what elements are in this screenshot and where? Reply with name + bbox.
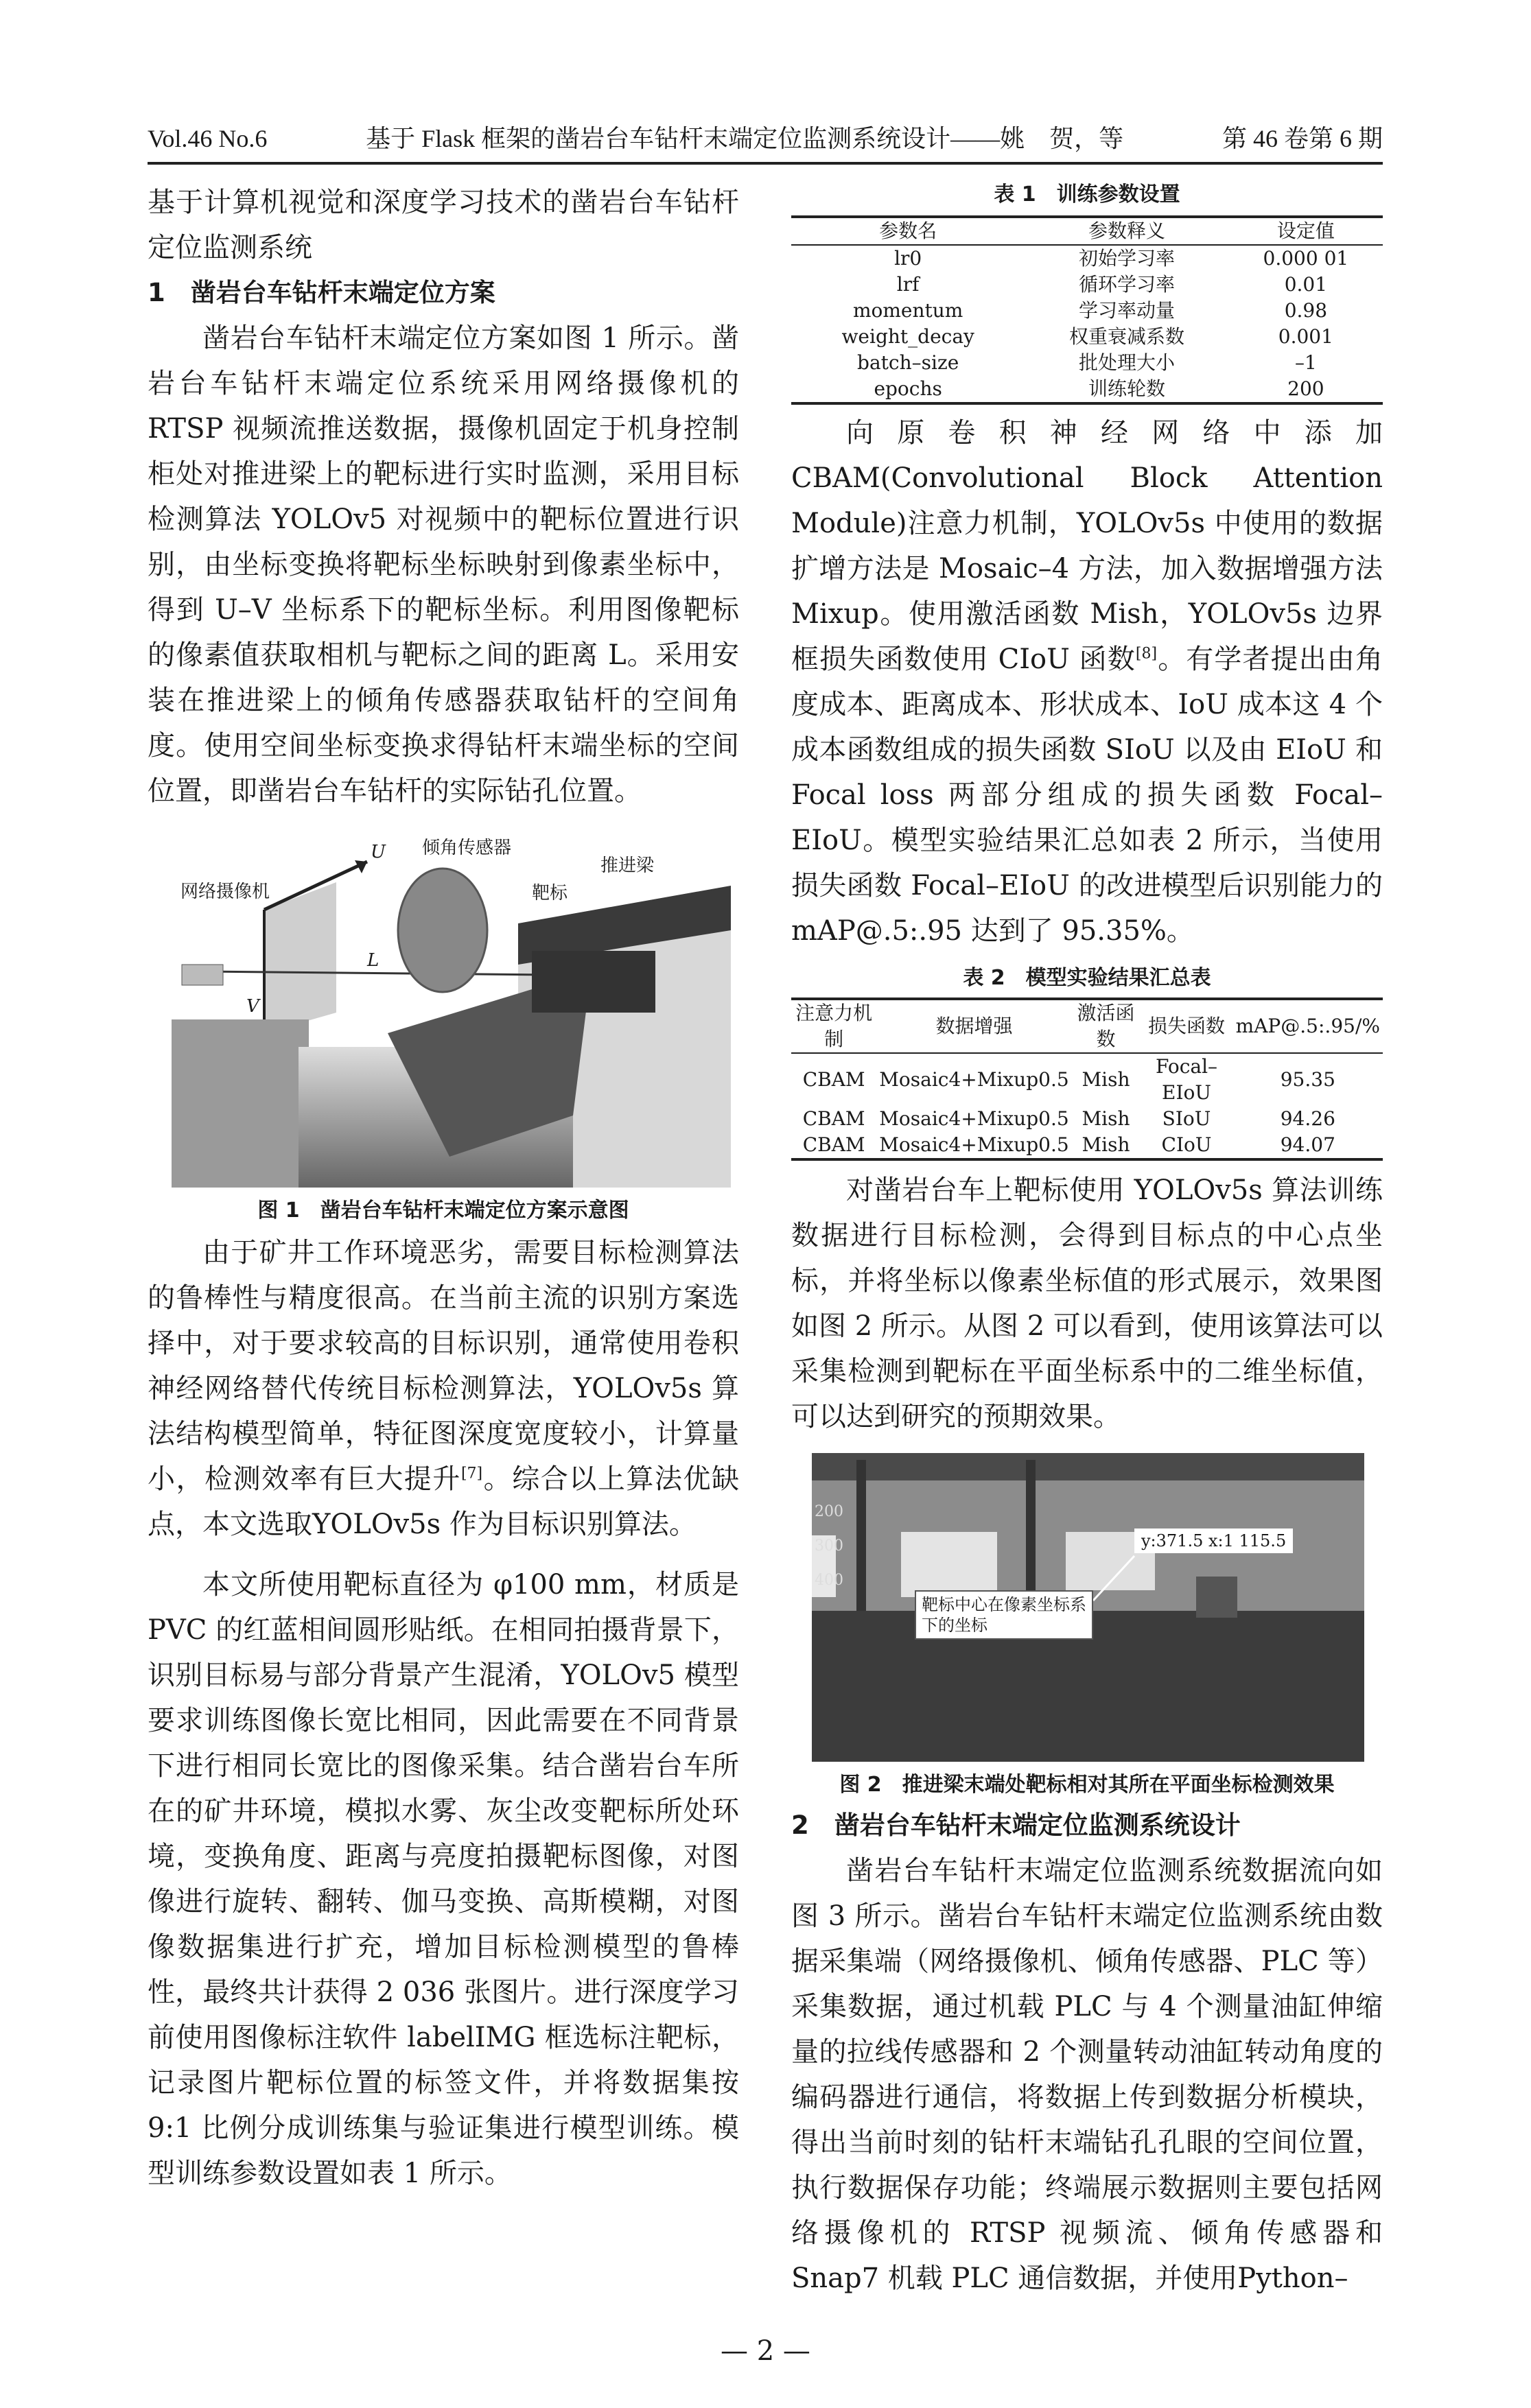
table-cell: Mosaic4+Mixup0.5 [879, 1133, 1069, 1156]
table-header-cell: mAP@.5:.95/% [1235, 1015, 1380, 1037]
table-cell: lrf [896, 273, 920, 296]
table-header-cell: 注意力机制 [795, 1002, 873, 1050]
table-1 [791, 180, 1383, 405]
axis-tick: 400 [815, 1572, 843, 1589]
table-cell: lr0 [894, 247, 922, 270]
table-row [791, 324, 1383, 350]
table-cell: SIoU [1162, 1107, 1211, 1130]
figure-2-caption: 图 2 推进梁末端处靶标相对其所在平面坐标检测效果 [839, 1773, 1335, 1797]
table-cell: 0.01 [1284, 273, 1328, 296]
label-target: 靶标 [532, 883, 568, 904]
table-cell: 0.000 01 [1263, 247, 1349, 270]
figure-1-image [161, 827, 731, 1188]
table-cell: 学习率动量 [1079, 299, 1176, 322]
table-cell: CBAM [802, 1133, 865, 1156]
section-heading-1: 1 凿岩台车钻杆末端定位方案 [148, 278, 495, 307]
table-cell: Mosaic4+Mixup0.5 [879, 1068, 1069, 1091]
citation: [8] [1135, 645, 1158, 663]
table-cell: Mosaic4+Mixup0.5 [879, 1107, 1069, 1130]
table-cell: 批处理大小 [1079, 351, 1176, 374]
table-2-caption: 表 2 模型实验结果汇总表 [963, 966, 1211, 990]
table-cell: 94.26 [1280, 1107, 1335, 1130]
label-u-axis: U [371, 842, 386, 862]
table-cell: Mish [1082, 1107, 1130, 1130]
paragraph: 凿岩台车钻杆末端定位方案如图 1 所示。凿岩台车钻杆末端定位系统采用网络摄像机的 RTSP 视频流推送数据，摄像机固定于机身控制柜处对推进梁上的靶标进行实时监测，采用目标检测算法 YOLOv5 对视频中的靶标位置进行识别，由坐标变换将靶标坐标映射到像素坐标中，得到 U–V 坐标系下的靶标坐标。利用图像靶标的像素值获取相机与靶标之间的距离 L。采用安装在推进梁上的倾角传感器获取钻杆的空间角度。使用空间坐标变换求得钻杆末端坐标的空间位置，即凿岩台车钻杆的实际钻孔位置。 [148, 322, 739, 807]
table-cell: –1 [1294, 351, 1317, 374]
right-column [791, 180, 1383, 2301]
table-cell: weight_decay [841, 325, 974, 348]
table-cell: CIoU [1161, 1133, 1212, 1156]
table-header-cell: 激活函数 [1077, 1002, 1135, 1050]
label-network-camera: 网络摄像机 [180, 882, 270, 902]
table-cell: CBAM [802, 1068, 865, 1091]
paragraph: 对凿岩台车上靶标使用 YOLOv5s 算法训练数据进行目标检测，会得到目标点的中心点坐标，并将坐标以像素坐标值的形式展示，效果图如图 2 所示。从图 2 可以看到，使用该算法可以采集检测到靶标在平面坐标系中的二维坐标值，可以达到研究的预期效果。 [791, 1175, 1383, 1432]
table-cell: 94.07 [1280, 1133, 1335, 1156]
table-row [791, 298, 1383, 324]
header-title: 基于 Flask 框架的凿岩台车钻杆末端定位监测系统设计——姚 贺，等 [366, 125, 1124, 152]
table-cell: 训练轮数 [1088, 377, 1166, 400]
paragraph [148, 1230, 739, 1547]
header-volume: Vol.46 No.6 [148, 125, 268, 152]
table-cell: 95.35 [1280, 1068, 1335, 1091]
paragraph: 凿岩台车钻杆末端定位监测系统数据流向如图 3 所示。凿岩台车钻杆末端定位监测系统由数据采集端（网络摄像机、倾角传感器、PLC 等）采集数据，通过机载 PLC 与 4 个测量油缸伸缩量的拉线传感器和 2 个测量转动油缸转动角度的编码器进行通信，将数据上传到数据分析模块，得出当前时刻的钻杆末端钻孔孔眼的空间位置，执行数据保存功能；终端展示数据则主要包括网络摄像机的 RTSP 视频流、倾角传感器和 Snap7 机载 PLC 通信数据，并使用Python– [791, 1855, 1383, 2294]
figure-1-caption: 图 1 凿岩台车钻杆末端定位方案示意图 [257, 1199, 629, 1223]
paragraph [791, 410, 1383, 954]
table-cell: 200 [1287, 377, 1324, 400]
table-row [791, 376, 1383, 403]
text: 由于矿井工作环境恶劣，需要目标检测算法的鲁棒性与精度很高。在当前主流的识别方案选择中，对于要求较高的目标识别，通常使用卷积神经网络替代传统目标检测算法，YOLOv5s 算法结构模型简单，特征图深度宽度较小，计算量小，检测效率有巨大提升 [148, 1237, 739, 1495]
paragraph: 本文所使用靶标直径为 φ100 mm，材质是 PVC 的红蓝相间圆形贴纸。在相同拍摄背景下，识别目标易与部分背景产生混淆，YOLOv5 模型要求训练图像长宽比相同，因此需要在不同背景下进行相同长宽比的图像采集。结合凿岩台车所在的矿井环境，模拟水雾、灰尘改变靶标所处环境，变换角度、距离与亮度拍摄靶标图像，对图像进行旋转、翻转、伽马变换、高斯模糊，对图像数据集进行扩充，增加目标检测模型的鲁棒性，最终共计获得 2 036 张图片。进行深度学习前使用图像标注软件 labelIMG 框选标注靶标，记录图片靶标位置的标签文件，并将数据集按 9:1 比例分成训练集与验证集进行模型训练。模型训练参数设置如表 1 所示。 [148, 1569, 739, 2189]
text: 向原卷积神经网络中添加 CBAM(Convolutional Block Attention Module)注意力机制，YOLOv5s 中使用的数据扩增方法是 Mosaic–4 方法，加入数据增强方法 Mixup。使用激活函数 Mish，YOLOv5s 边界框损失函数使用 CIoU 函数 [791, 417, 1383, 675]
label-distance-l: L [367, 950, 379, 971]
coordinate-readout: y:371.5 x:1 115.5 [1134, 1528, 1293, 1553]
table-2 [791, 963, 1383, 1161]
table-cell: 初始学习率 [1079, 247, 1176, 270]
axis-tick: 200 [815, 1503, 843, 1520]
table-cell: Focal–EIoU [1155, 1055, 1218, 1104]
header-issue: 第 46 卷第 6 期 [1222, 125, 1383, 152]
citation: [7] [460, 1465, 483, 1483]
table-row [791, 1132, 1383, 1159]
left-column [148, 180, 739, 2196]
table-row [791, 245, 1383, 272]
table-cell: CBAM [802, 1107, 865, 1130]
table-header-cell: 数据增强 [935, 1015, 1013, 1037]
table-cell: 0.001 [1278, 325, 1333, 348]
table-row [791, 1106, 1383, 1132]
table-header-cell: 设定值 [1276, 220, 1335, 242]
table-cell: epochs [874, 377, 942, 400]
label-feed-beam: 推进梁 [600, 855, 655, 876]
table-cell: 循环学习率 [1079, 273, 1176, 296]
label-v-axis: V [246, 996, 259, 1017]
annotation-note: 靶标中心在像素坐标系下的坐标 [915, 1590, 1093, 1640]
axis-tick: 300 [815, 1537, 843, 1555]
section-heading-2: 2 凿岩台车钻杆末端定位监测系统设计 [791, 1810, 1241, 1840]
table-header-cell: 参数名 [879, 220, 937, 242]
two-column-body [148, 0, 1383, 2301]
table-cell: Mish [1082, 1133, 1130, 1156]
table-cell: 0.98 [1284, 299, 1328, 322]
text: 。综合以上算法优缺点，本文选取YOLOv5s 作为目标识别算法。 [148, 1463, 740, 1540]
table-cell: Mish [1082, 1068, 1130, 1091]
page-number: — 2 — [721, 2335, 810, 2367]
table-header-cell: 参数释义 [1088, 220, 1166, 242]
table-cell: 权重衰减系数 [1069, 325, 1185, 348]
figure-2-image [812, 1453, 1364, 1762]
table-1-caption: 表 1 训练参数设置 [994, 182, 1180, 206]
table-row [791, 272, 1383, 298]
table-header-cell: 损失函数 [1148, 1015, 1226, 1037]
label-tilt-sensor: 倾角传感器 [422, 838, 512, 858]
table-row [791, 350, 1383, 376]
table-row [791, 1053, 1383, 1106]
text: 。有学者提出由角度成本、距离成本、形状成本、IoU 成本这 4 个成本函数组成的损失函数 SIoU 以及由 EIoU 和 Focal loss 两部分组成的损失函数 Focal–EIoU。模型实验结果汇总如表 2 所示，当使用损失函数 Focal–EIoU 的改进模型后识别能力的 mAP@.5:.95 达到了 95.35%。 [791, 644, 1383, 947]
table-cell: momentum [852, 299, 963, 322]
table-cell: batch–size [857, 351, 959, 374]
paragraph: 基于计算机视觉和深度学习技术的凿岩台车钻杆定位监测系统 [148, 187, 739, 263]
